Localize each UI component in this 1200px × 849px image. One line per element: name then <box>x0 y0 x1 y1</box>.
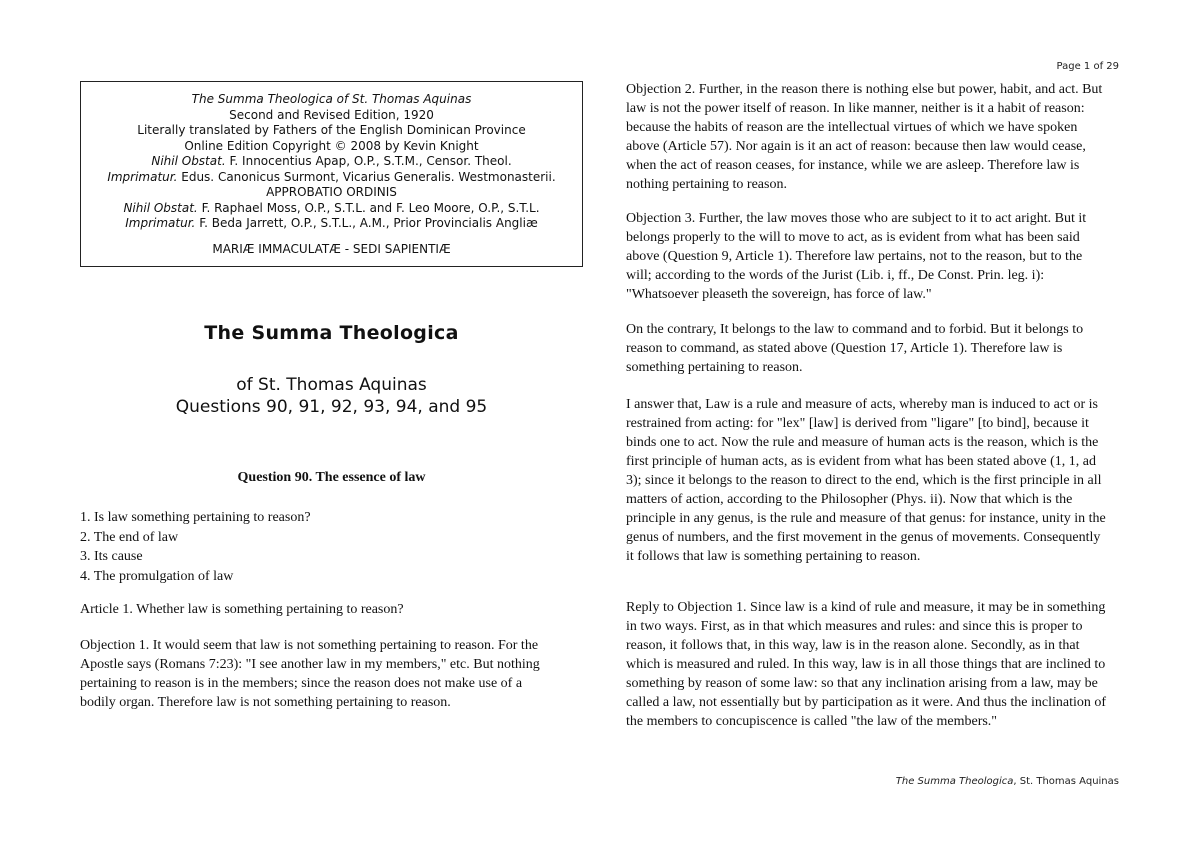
article-list-item: 4. The promulgation of law <box>80 568 234 584</box>
translation-line: Literally translated by Fathers of the English Dominican Province <box>137 123 526 137</box>
dedication-line: MARIÆ IMMACULATÆ - SEDI SAPIENTIÆ <box>212 241 451 256</box>
page-footer <box>896 776 1119 787</box>
reply-objection-1-paragraph: Reply to Objection 1. Since law is a kind of rule and measure, it may be in something in two ways. First, as in that which measures and rules: and since this is proper to reason, it follows that, in this way, law is in the reason alone. Secondly, as in that which is measured and ruled. In this way, law is in all those things that are inclined to something by reason of some law: so that any inclination arising from a law, may be called a law, not essentially but by participation as it were. And thus the inclination of the members to concupiscence is called "the law of the members." <box>626 600 1107 729</box>
questions-line: Questions 90, 91, 92, 93, 94, and 95 <box>175 397 488 417</box>
imprimatur-line-1: Imprimatur. Edus. Canonicus Surmont, Vicarius Generalis. Westmonasterii. <box>107 169 556 184</box>
article-list-item: 1. Is law something pertaining to reason? <box>80 510 311 525</box>
work-title: The Summa Theologica of St. Thomas Aquinas <box>191 92 472 106</box>
article-list-item: 2. The end of law <box>80 529 179 545</box>
article-list-item: 3. Its cause <box>80 549 143 564</box>
title-box-spacer <box>81 232 582 242</box>
article-list <box>80 508 560 586</box>
approbatio-line: APPROBATIO ORDINIS <box>266 185 397 199</box>
title-box <box>80 81 583 267</box>
objection-3-paragraph: Objection 3. Further, the law moves those who are subject to it to act aright. But it belongs properly to the will to move to act, as is evident from what has been said above (Question 9, Article 1). Therefore law pertains, not to the reason, but to the will; according to the words of the Jurist (Lib. i, ff., De Const. Prin. leg. i): "Whatsoever pleaseth the sovereign, has force of law." <box>626 211 1087 302</box>
objection-1-paragraph: Objection 1. It would seem that law is not something pertaining to reason. For the Apostle says (Romans 7:23): "I see another law in my members," etc. But nothing pertaining to reason is in the members; since the reason does not make use of a bodily organ. Therefore law is not something pertaining to reason. <box>80 638 540 710</box>
article-1-heading: Article 1. Whether law is something pertaining to reason? <box>80 602 404 617</box>
imprimatur-line-2: Imprimatur. F. Beda Jarrett, O.P., S.T.L., A.M., Prior Provincialis Angliæ <box>125 216 538 230</box>
book-title: The Summa Theologica <box>204 322 459 344</box>
footer-author: , St. Thomas Aquinas <box>1013 776 1119 787</box>
i-answer-paragraph: I answer that, Law is a rule and measure of acts, whereby man is induced to act or is restrained from acting: for "lex" [law] is derived from "ligare" [to bind], because it binds one to act. Now the rule and measure of human acts is the reason, which is the first principle of human acts, as is evident from what has been stated above (1, 1, ad 3); since it belongs to the reason to direct to the end, which is the first principle in all matters of action, according to the Philosopher (Phys. ii). Now that which is the principle in any genus, is the rule and measure of that genus: for instance, unity in the genus of numbers, and the first movement in the genus of movements. Consequently it follows that law is something pertaining to reason. <box>626 397 1106 564</box>
edition-line: Second and Revised Edition, 1920 <box>229 107 434 122</box>
nihil-obstat-line-1: Nihil Obstat. F. Innocentius Apap, O.P., S.T.M., Censor. Theol. <box>151 154 512 168</box>
author-line: of St. Thomas Aquinas <box>236 375 427 395</box>
objection-2-paragraph: Objection 2. Further, in the reason there is nothing else but power, habit, and act. But law is not the power itself of reason. In like manner, neither is it a habit of reason: because the habits of reason are the intellectual virtues of which we have spoken above (Article 57). Nor again is it an act of reason: because then law would cease, when the act of reason ceases, for instance, while we are asleep. Therefore law is nothing pertaining to reason. <box>626 82 1103 192</box>
copyright-line: Online Edition Copyright © 2008 by Kevin Knight <box>184 138 479 153</box>
footer-title: The Summa Theologica <box>895 776 1014 787</box>
book-subtitle <box>80 374 583 418</box>
page-number: Page 1 of 29 <box>1056 61 1119 72</box>
nihil-obstat-line-2: Nihil Obstat. F. Raphael Moss, O.P., S.T.L. and F. Leo Moore, O.P., S.T.L. <box>123 200 540 215</box>
on-the-contrary-paragraph: On the contrary, It belongs to the law to command and to forbid. But it belongs to reason to command, as stated above (Question 17, Article 1). Therefore law is something pertaining to reason. <box>626 322 1084 375</box>
question-heading: Question 90. The essence of law <box>237 470 426 485</box>
